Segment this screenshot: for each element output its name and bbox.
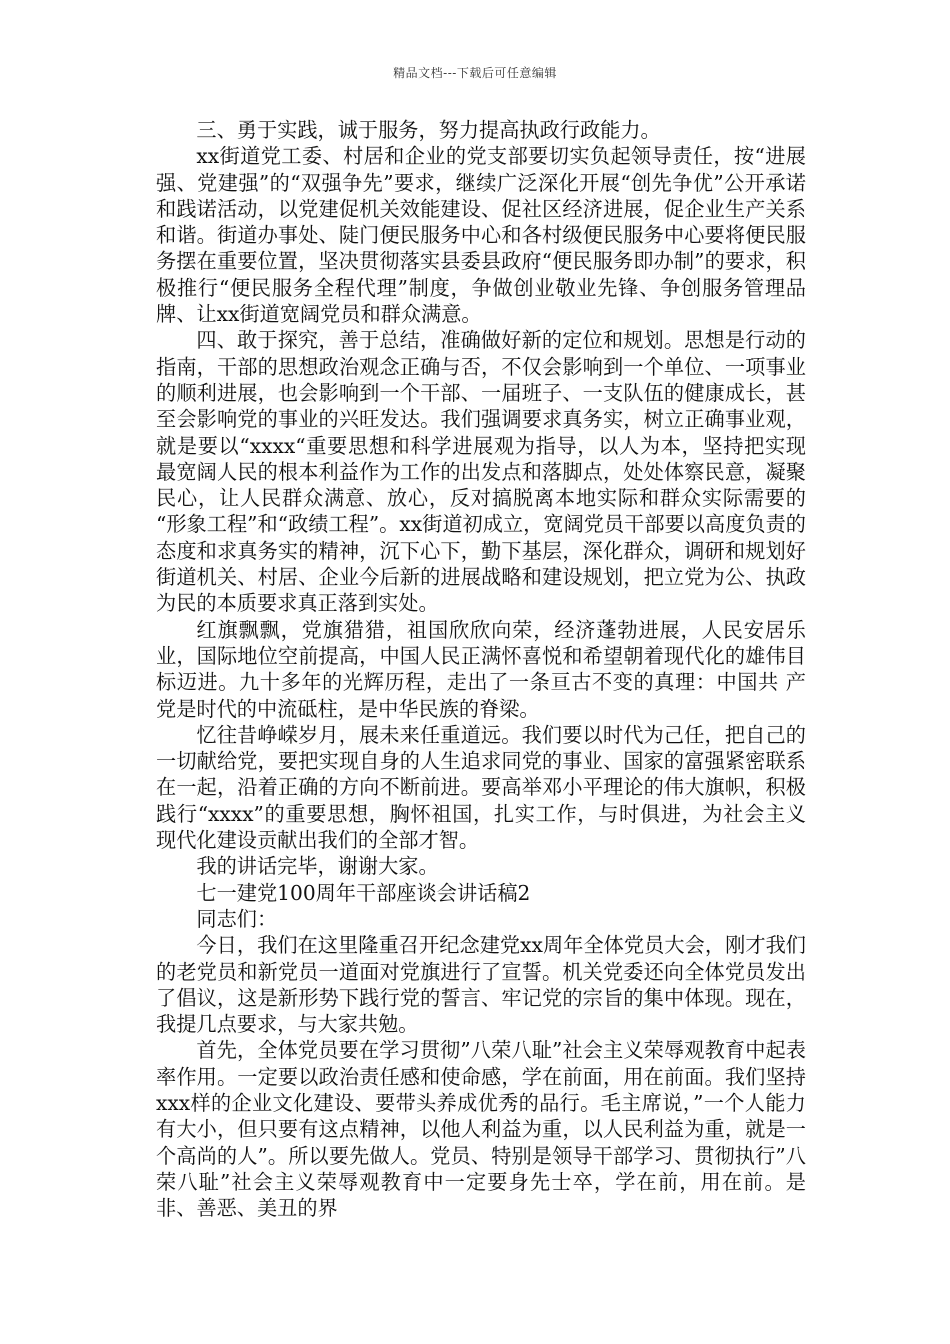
paragraph-section-four: 四、敢于探究，善于总结，准确做好新的定位和规划。思想是行动的指南，干部的思想政治观念正确与否，不仅会影响到一个单位、一项事业的顺利进展，也会影响到一个干部、一届班子、一支队伍的健康成长，甚至会影响党的事业的兴旺发达。我们强调要求真务实，树立正确事业观，就是要以“xxxx“重要思想和科学进展观为指导，以人为本，坚持把实现最宽阔人民的根本利益作为工作的出发点和落脚点，处处体察民意，凝聚民心，让人民群众满意、放心，反对搞脱离本地实际和群众实际需要的 “形象工程”和“政绩工程”。xx街道初成立，宽阔党员干部要以高度负责的态度和求真务实的精神，沉下心下，勤下基层，深化群众，调研和规划好街道机关、村居、企业今后新的进展战略和建设规划，把立党为公、执政为民的本质要求真正落到实处。 — [156, 328, 806, 616]
paragraph-closing: 我的讲话完毕，谢谢大家。 — [196, 854, 439, 879]
paragraph: xx街道党工委、村居和企业的党支部要切实负起领导责任，按“进展强、党建强”的“双强争先”要求，继续广泛深化开展“创先争优”公开承诺和践诺活动，以党建促机关效能建设、促社区经济进展，促企业生产关系和谐。街道办事处、陡门便民服务中心和各村级便民服务中心要将便民服务摆在重要位置，坚决贯彻落实县委县政府“便民服务即办制”的要求，积极推行“便民服务全程代理”制度，争做创业敬业先锋、争创服务管理品牌、让xx街道宽阔党员和群众满意。 — [156, 144, 806, 327]
salutation: 同志们： — [196, 906, 278, 931]
paragraph: 今日，我们在这里隆重召开纪念建党xx周年全体党员大会，刚才我们的老党员和新党员一道面对党旗进行了宣誓。机关党委还向全体党员发出了倡议，这是新形势下践行党的誓言、牢记党的宗旨的集中体现。现在，我提几点要求，与大家共勉。 — [156, 933, 806, 1037]
paragraph: 红旗飘飘，党旗猎猎，祖国欣欣向荣，经济蓬勃进展，人民安居乐业，国际地位空前提高，中国人民正满怀喜悦和希望朝着现代化的雄伟目标迈进。九十多年的光辉历程，走出了一条亘古不变的真理：中国共 产党是时代的中流砥柱，是中华民族的脊梁。 — [156, 617, 806, 721]
paragraph-section-three-heading: 三、勇于实践，诚于服务，努力提高执政行政能力。 — [196, 118, 661, 142]
document-body — [156, 117, 806, 1221]
paragraph: 忆往昔峥嵘岁月，展未来任重道远。我们要以时代为己任，把自己的一切献给党，要把实现自身的人生追求同党的事业、国家的富强紧密联系在一起，沿着正确的方向不断前进。要高举邓小平理论的伟大旗帜，积极践行“xxxx”的重要思想，胸怀祖国，扎实工作，与时俱进，为社会主义现代化建设贡献出我们的全部才智。 — [156, 722, 806, 853]
page-header: 精品文档---下载后可任意编辑 — [393, 66, 557, 80]
paragraph: 首先，全体党员要在学习贯彻”八荣八耻”社会主义荣辱观教育中起表率作用。一定要以政治责任感和使命感，学在前面，用在前面。我们坚持xxx样的企业文化建设、要带头养成优秀的品行。毛主席说，”一个人能力有大小，但只要有这点精神，以他人利益为重，以人民利益为重，就是一个高尚的人”。所以要先做人。党员、特别是领导干部学习、贯彻执行”八荣八耻”社会主义荣辱观教育中一定要身先士卒，学在前，用在前。是非、善恶、美丑的界 — [156, 1038, 806, 1221]
speech-title: 七一建党100周年干部座谈会讲话稿2 — [196, 880, 531, 905]
